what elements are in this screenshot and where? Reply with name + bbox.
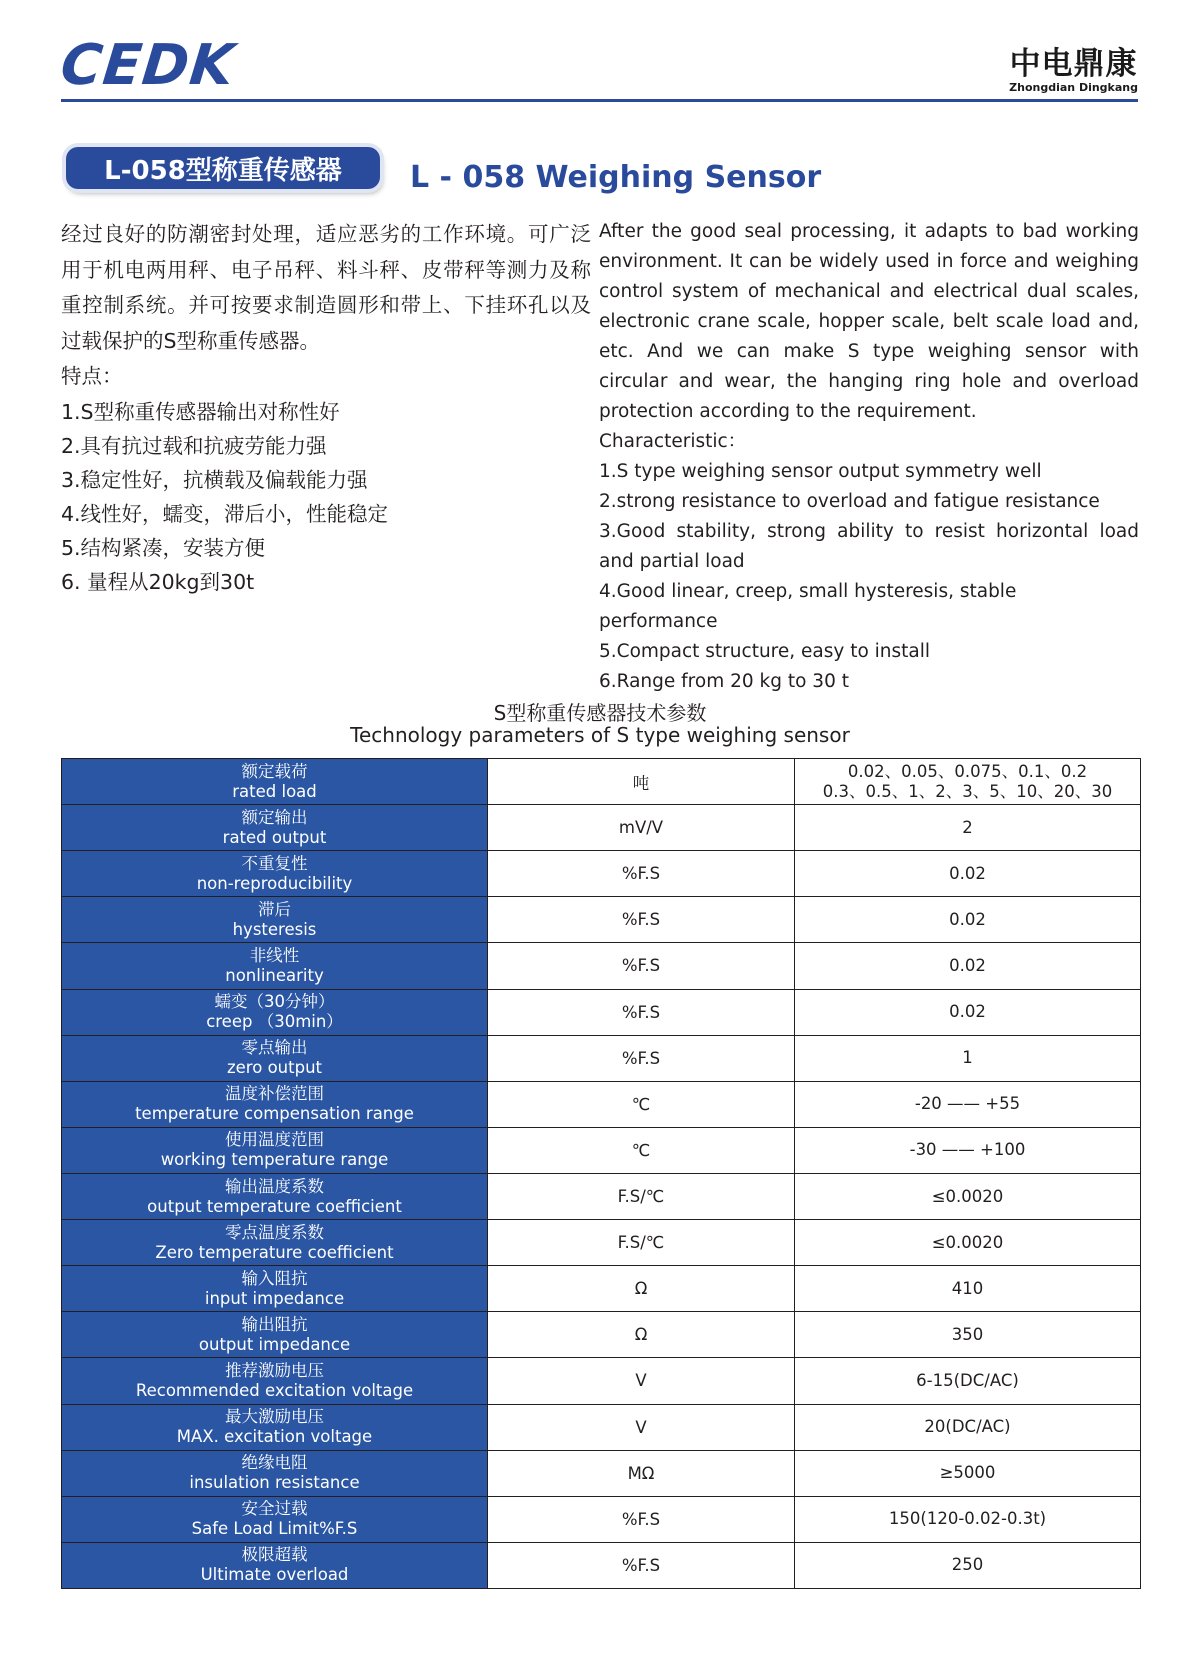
param-value: 6-15(DC/AC) [916, 1370, 1019, 1390]
param-value-line2: 0.3、0.5、1、2、3、5、10、20、30 [822, 781, 1113, 801]
param-name-cell [62, 1312, 488, 1358]
feature-item-en: 2.strong resistance to overload and fatigue resistance [599, 491, 1100, 512]
param-name-cell [62, 1035, 488, 1081]
param-name-en: Zero temperature coefficient [155, 1242, 394, 1262]
table-title-cn: S型称重传感器技术参数 [493, 701, 707, 725]
param-name-cell [62, 1220, 488, 1266]
param-name-cn: 不重复性 [241, 853, 308, 873]
cedk-logo: CEDK [57, 33, 238, 98]
param-unit: ℃ [488, 1127, 795, 1173]
feature-item-en: 5.Compact structure, easy to install [599, 641, 931, 662]
table-row [62, 1266, 1141, 1312]
param-name-cell [62, 989, 488, 1035]
param-unit: %F.S [488, 851, 795, 897]
param-name-en: input impedance [204, 1288, 345, 1308]
table-row [62, 989, 1141, 1035]
brand-mark [1009, 48, 1138, 94]
param-value-cell [795, 1220, 1141, 1266]
param-name-cn: 零点输出 [241, 1038, 308, 1058]
table-row [62, 1404, 1141, 1450]
brand-name-cn: 中电鼎康 [1009, 46, 1138, 82]
table-row [62, 805, 1141, 851]
feature-list-cn [61, 395, 591, 599]
param-name-en: working temperature range [160, 1150, 389, 1170]
param-value-cell [795, 851, 1141, 897]
param-name-cell [62, 1081, 488, 1127]
param-unit: 吨 [488, 759, 795, 805]
table-row [62, 897, 1141, 943]
param-unit: %F.S [488, 943, 795, 989]
param-name-en: Safe Load Limit%F.S [191, 1519, 358, 1539]
intro-cn [61, 217, 591, 599]
param-name-cn: 非线性 [249, 945, 300, 965]
intro-cn-features-label: 特点： [61, 364, 123, 388]
param-name-en: temperature compensation range [135, 1104, 414, 1124]
param-name-en: nonlinearity [225, 965, 324, 985]
param-name-cell [62, 897, 488, 943]
param-name-en: MAX. excitation voltage [176, 1427, 373, 1447]
param-unit: mV/V [488, 805, 795, 851]
param-name-cell [62, 851, 488, 897]
param-unit: %F.S [488, 897, 795, 943]
param-name-cn: 零点温度系数 [225, 1222, 324, 1242]
param-value-cell [795, 805, 1141, 851]
table-row [62, 1127, 1141, 1173]
param-value-cell [795, 1312, 1141, 1358]
param-name-en: creep （30min） [206, 1012, 343, 1032]
param-unit: %F.S [488, 989, 795, 1035]
param-name-cn: 最大激励电压 [225, 1407, 324, 1427]
param-value: 0.02 [949, 1002, 986, 1022]
param-name-cn: 滞后 [258, 899, 291, 919]
brand-name-en: Zhongdian Dingkang [1009, 80, 1138, 94]
table-row [62, 1173, 1141, 1219]
param-name-cn: 输出温度系数 [225, 1176, 324, 1196]
table-row [62, 759, 1141, 805]
param-name-cn: 蠕变（30分钟） [214, 992, 335, 1012]
table-row [62, 1035, 1141, 1081]
param-value: -30 —— +100 [909, 1140, 1026, 1160]
param-name-cn: 极限超载 [241, 1545, 308, 1565]
param-value-cell [795, 1450, 1141, 1496]
param-value: ≤0.0020 [931, 1186, 1004, 1206]
intro-en-description: After the good seal processing, it adapts to bad working environment. It can be widely used in force and weighing control system of mechanical and electrical dual scales, electronic crane scale, hopper scale, belt scale load and, etc. And we can make S type weighing sensor with circular and wear, the hanging ring hole and overload protection according to the requirement. [599, 221, 1139, 422]
product-title-en: L - 058 Weighing Sensor [410, 160, 822, 195]
param-name-en: zero output [227, 1058, 322, 1078]
param-name-cn: 使用温度范围 [225, 1130, 324, 1150]
param-value-cell [795, 943, 1141, 989]
param-unit: ℃ [488, 1081, 795, 1127]
param-value-cell [795, 1404, 1141, 1450]
parameters-table-body [62, 759, 1141, 1589]
param-name-cell [62, 1496, 488, 1542]
param-name-cell [62, 1173, 488, 1219]
param-name-cell [62, 1127, 488, 1173]
param-name-cell [62, 1358, 488, 1404]
param-value-cell [795, 1496, 1141, 1542]
param-name-cell [62, 759, 488, 805]
param-value: 2 [962, 817, 973, 837]
table-row [62, 1542, 1141, 1588]
param-name-en: rated load [232, 781, 317, 801]
param-value: 0.02 [949, 909, 986, 929]
param-name-en: output temperature coefficient [147, 1196, 402, 1216]
param-value-cell [795, 759, 1141, 805]
intro-en [599, 217, 1139, 697]
param-value-cell [795, 1035, 1141, 1081]
param-unit: Ω [488, 1266, 795, 1312]
param-name-cn: 推荐激励电压 [225, 1360, 324, 1380]
param-name-cell [62, 805, 488, 851]
intro-en-features-label: Characteristic： [599, 431, 747, 452]
feature-item-en: 4.Good linear, creep, small hysteresis, stable performance [599, 581, 1017, 632]
table-row [62, 943, 1141, 989]
param-name-cn: 输入阻抗 [241, 1268, 308, 1288]
table-row [62, 1358, 1141, 1404]
param-name-cell [62, 1450, 488, 1496]
param-name-cn: 额定载荷 [241, 761, 308, 781]
param-value: ≤0.0020 [931, 1232, 1004, 1252]
param-name-cell [62, 943, 488, 989]
param-name-cell [62, 1266, 488, 1312]
param-value: -20 —— +55 [914, 1094, 1021, 1114]
param-unit: %F.S [488, 1035, 795, 1081]
param-unit: %F.S [488, 1496, 795, 1542]
param-value: 250 [951, 1555, 984, 1575]
param-value: 1 [962, 1048, 973, 1068]
param-name-cell [62, 1404, 488, 1450]
param-value-cell [795, 1358, 1141, 1404]
table-row [62, 1496, 1141, 1542]
feature-item-cn: 1.S型称重传感器输出对称性好 [61, 399, 340, 424]
param-name-cell [62, 1542, 488, 1588]
intro-cn-description: 经过良好的防潮密封处理，适应恶劣的工作环境。可广泛用于机电两用秤、电子吊秤、料斗秤、皮带秤等测力及称重控制系统。并可按要求制造圆形和带上、下挂环孔以及过载保护的S型称重传感器。 [61, 222, 591, 353]
feature-item-cn: 5.结构紧凑，安装方便 [61, 535, 266, 560]
param-name-en: Recommended excitation voltage [135, 1380, 414, 1400]
param-value: 0.02 [949, 955, 986, 975]
param-name-cn: 温度补偿范围 [225, 1084, 324, 1104]
param-value-cell [795, 1173, 1141, 1219]
param-value-cell [795, 1542, 1141, 1588]
param-name-en: Ultimate overload [200, 1565, 349, 1585]
param-value: 350 [951, 1324, 984, 1344]
table-row [62, 851, 1141, 897]
feature-item-cn: 2.具有抗过载和抗疲劳能力强 [61, 433, 327, 458]
param-value: 20(DC/AC) [924, 1417, 1011, 1437]
header-divider [61, 99, 1138, 102]
param-value-cell [795, 897, 1141, 943]
param-name-cn: 安全过载 [241, 1499, 308, 1519]
table-row [62, 1450, 1141, 1496]
parameters-table [61, 758, 1141, 1589]
param-value-cell [795, 989, 1141, 1035]
param-value-cell [795, 1081, 1141, 1127]
table-row [62, 1312, 1141, 1358]
param-unit: V [488, 1404, 795, 1450]
param-name-en: hysteresis [232, 919, 317, 939]
param-value: 410 [951, 1278, 984, 1298]
feature-item-en: 1.S type weighing sensor output symmetry well [599, 461, 1042, 482]
param-name-cn: 输出阻抗 [241, 1314, 308, 1334]
param-unit: %F.S [488, 1542, 795, 1588]
feature-item-cn: 6. 量程从20kg到30t [61, 569, 255, 594]
param-name-en: insulation resistance [189, 1473, 360, 1493]
feature-item-en: 3.Good stability, strong ability to resist horizontal load and partial load [599, 521, 1139, 572]
param-name-en: output impedance [198, 1334, 351, 1354]
feature-item-cn: 4.线性好，蠕变，滞后小，性能稳定 [61, 501, 389, 526]
param-value: ≥5000 [939, 1463, 996, 1483]
feature-item-cn: 3.稳定性好，抗横载及偏载能力强 [61, 467, 368, 492]
feature-item-en: 6.Range from 20 kg to 30 t [599, 671, 849, 692]
param-value: 150(120-0.02-0.3t) [888, 1509, 1047, 1529]
param-value: 0.02、0.05、0.075、0.1、0.2 [847, 761, 1088, 781]
param-unit: Ω [488, 1312, 795, 1358]
param-name-cn: 额定输出 [241, 807, 308, 827]
param-value-cell [795, 1266, 1141, 1312]
param-unit: V [488, 1358, 795, 1404]
param-name-en: non-reproducibility [196, 873, 353, 893]
param-name-cn: 绝缘电阻 [241, 1453, 308, 1473]
param-unit: F.S/℃ [488, 1220, 795, 1266]
param-unit: MΩ [488, 1450, 795, 1496]
table-row [62, 1220, 1141, 1266]
table-row [62, 1081, 1141, 1127]
param-value: 0.02 [949, 863, 986, 883]
product-title-cn: L-058型称重传感器 [66, 147, 380, 189]
param-name-en: rated output [222, 827, 327, 847]
param-value-cell [795, 1127, 1141, 1173]
table-title-en: Technology parameters of S type weighing sensor [350, 723, 850, 747]
param-unit: F.S/℃ [488, 1173, 795, 1219]
